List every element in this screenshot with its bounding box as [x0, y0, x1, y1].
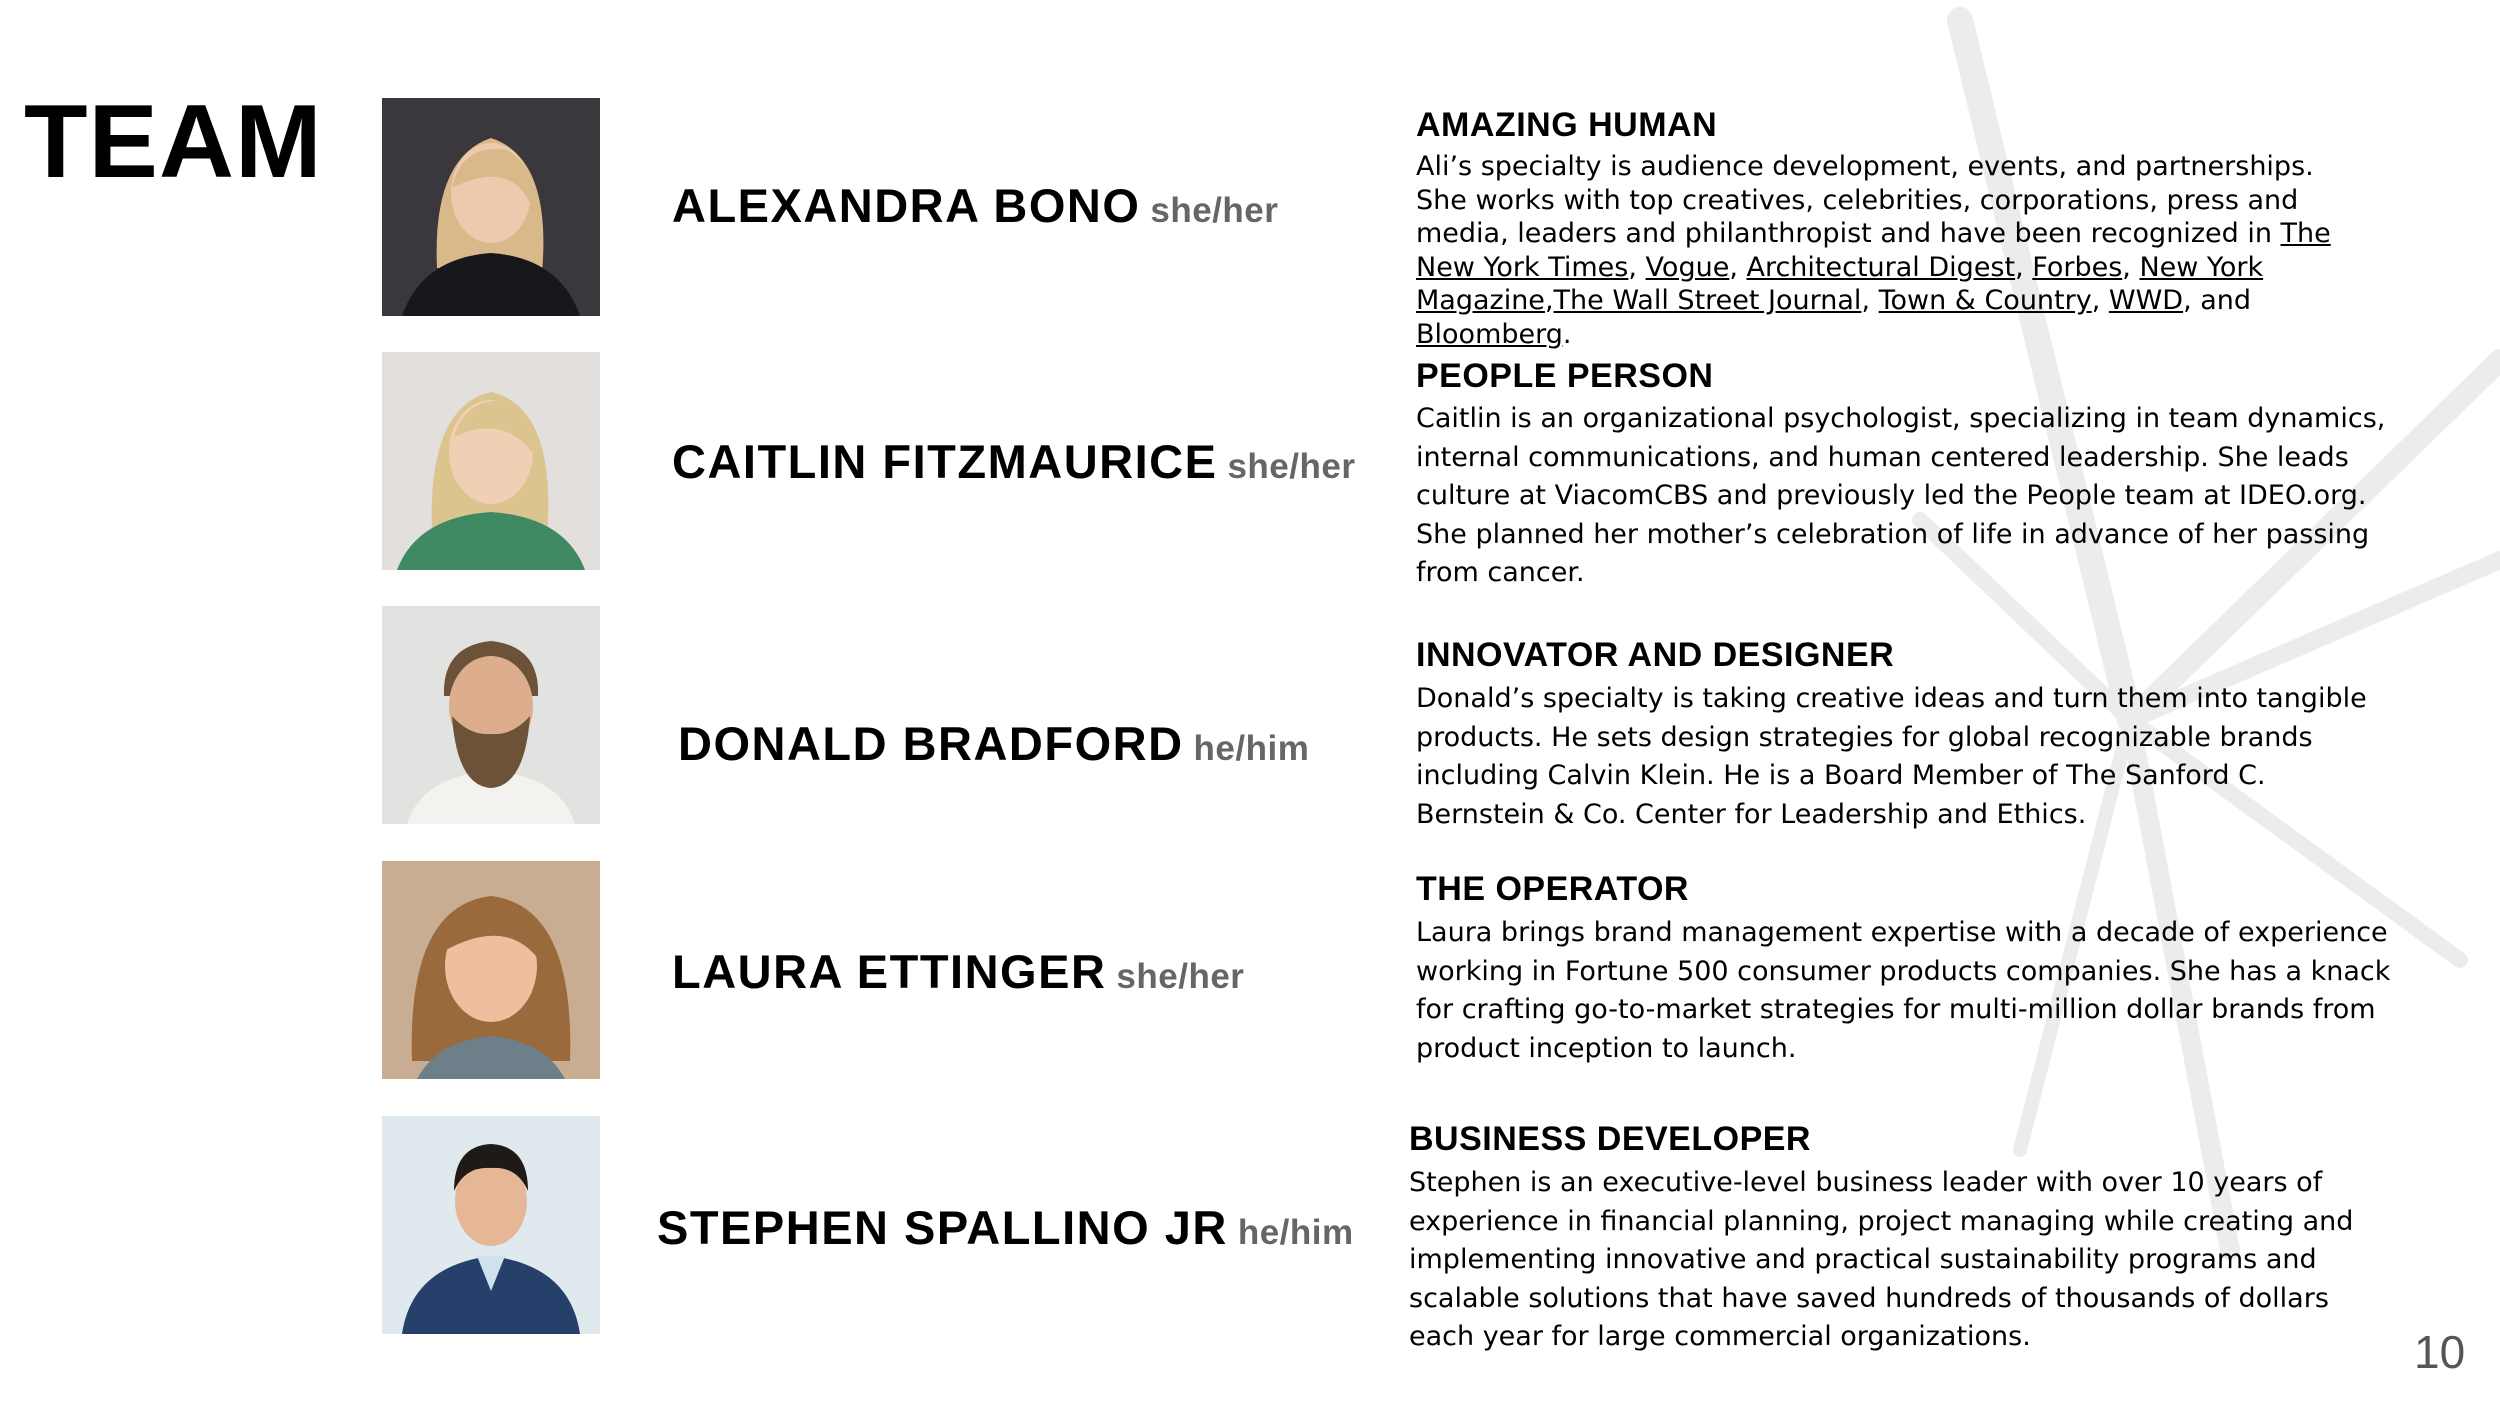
member-name-line	[672, 944, 1244, 999]
member-name: DONALD BRADFORD	[678, 717, 1184, 770]
member-photo-laura	[382, 861, 600, 1079]
role-title: BUSINESS DEVELOPER	[1409, 1120, 1811, 1158]
bio-text: Laura brings brand management expertise with a decade of experience working in Fortune 500 consumer products companies. She has a knack for crafting go-to-market strategies for multi-million dollar brands from product inception to launch.	[1416, 917, 2391, 1064]
member-photo-caitlin	[382, 352, 600, 570]
role-title: PEOPLE PERSON	[1416, 357, 1714, 395]
member-name-line	[672, 178, 1278, 233]
link-architectural-digest[interactable]: Architectural Digest	[1746, 251, 2016, 283]
member-pronouns: he/him	[1193, 729, 1310, 768]
bio-text: Ali’s specialty is audience development, events, and partnerships. She works with top creatives, celebrities, corporations, press and media, leaders and philanthropist and have been recognized in The New York Times, Vogue, Architectural Digest, Forbes, New York Magazine,The Wall Street Journal, Town & Country, WWD, and Bloomberg.	[1416, 151, 2331, 350]
member-photo-stephen	[382, 1116, 600, 1334]
role-title: AMAZING HUMAN	[1416, 106, 1718, 144]
bio-text: Stephen is an executive-level business leader with over 10 years of experience in financial planning, project managing while creating and implementing innovative and practical sustainability programs and scalable solutions that have saved hundreds of thousands of dollars each year for large commercial organizations.	[1409, 1167, 2354, 1352]
page-number: 10	[2414, 1326, 2466, 1378]
link-forbes[interactable]: Forbes	[2032, 251, 2123, 283]
slide-title: TEAM	[24, 84, 323, 200]
role-title: THE OPERATOR	[1416, 870, 1689, 908]
member-pronouns: she/her	[1116, 957, 1245, 996]
link-wwd[interactable]: WWD	[2108, 285, 2184, 316]
link-wall-street-journal[interactable]: The Wall Street Journal	[1553, 285, 1862, 316]
bio-text: Donald’s specialty is taking creative ideas and turn them into tangible products. He sets design strategies for global recognizable brands including Calvin Klein. He is a Board Member of The Sanford C. Bernstein & Co. Center for Leadership and Ethics.	[1416, 683, 2367, 830]
bio-intro: Ali’s specialty is audience development, events, and partnerships. She works with top creatives, celebrities, corporations, press and media, leaders and philanthropist and have been recognized in	[1416, 151, 2314, 249]
member-name-line	[672, 434, 1355, 489]
member-name: STEPHEN SPALLINO JR	[657, 1201, 1228, 1254]
member-pronouns: she/her	[1227, 447, 1356, 486]
member-name: ALEXANDRA BONO	[672, 179, 1141, 232]
link-new-york-times[interactable]: The New York Times	[1416, 218, 2331, 283]
link-town-and-country[interactable]: Town & Country	[1878, 285, 2092, 316]
link-vogue[interactable]: Vogue	[1645, 251, 1730, 283]
member-photo-alexandra	[382, 98, 600, 316]
bio-text: Caitlin is an organizational psychologist, specializing in team dynamics, internal communications, and human centered leadership. She leads culture at ViacomCBS and previously led the People team at IDEO.org. She planned her mother’s celebration of life in advance of her passing from cancer.	[1416, 403, 2386, 588]
member-name-line	[657, 1200, 1354, 1255]
role-title: INNOVATOR AND DESIGNER	[1416, 636, 1895, 674]
link-bloomberg[interactable]: Bloomberg	[1416, 318, 1563, 350]
member-pronouns: he/him	[1237, 1213, 1354, 1252]
member-photo-donald	[382, 606, 600, 824]
link-new-york-magazine[interactable]: New York Magazine	[1416, 251, 2264, 316]
member-name: CAITLIN FITZMAURICE	[672, 435, 1218, 488]
member-name-line	[678, 716, 1309, 771]
member-pronouns: she/her	[1150, 191, 1279, 230]
member-name: LAURA ETTINGER	[672, 945, 1107, 998]
